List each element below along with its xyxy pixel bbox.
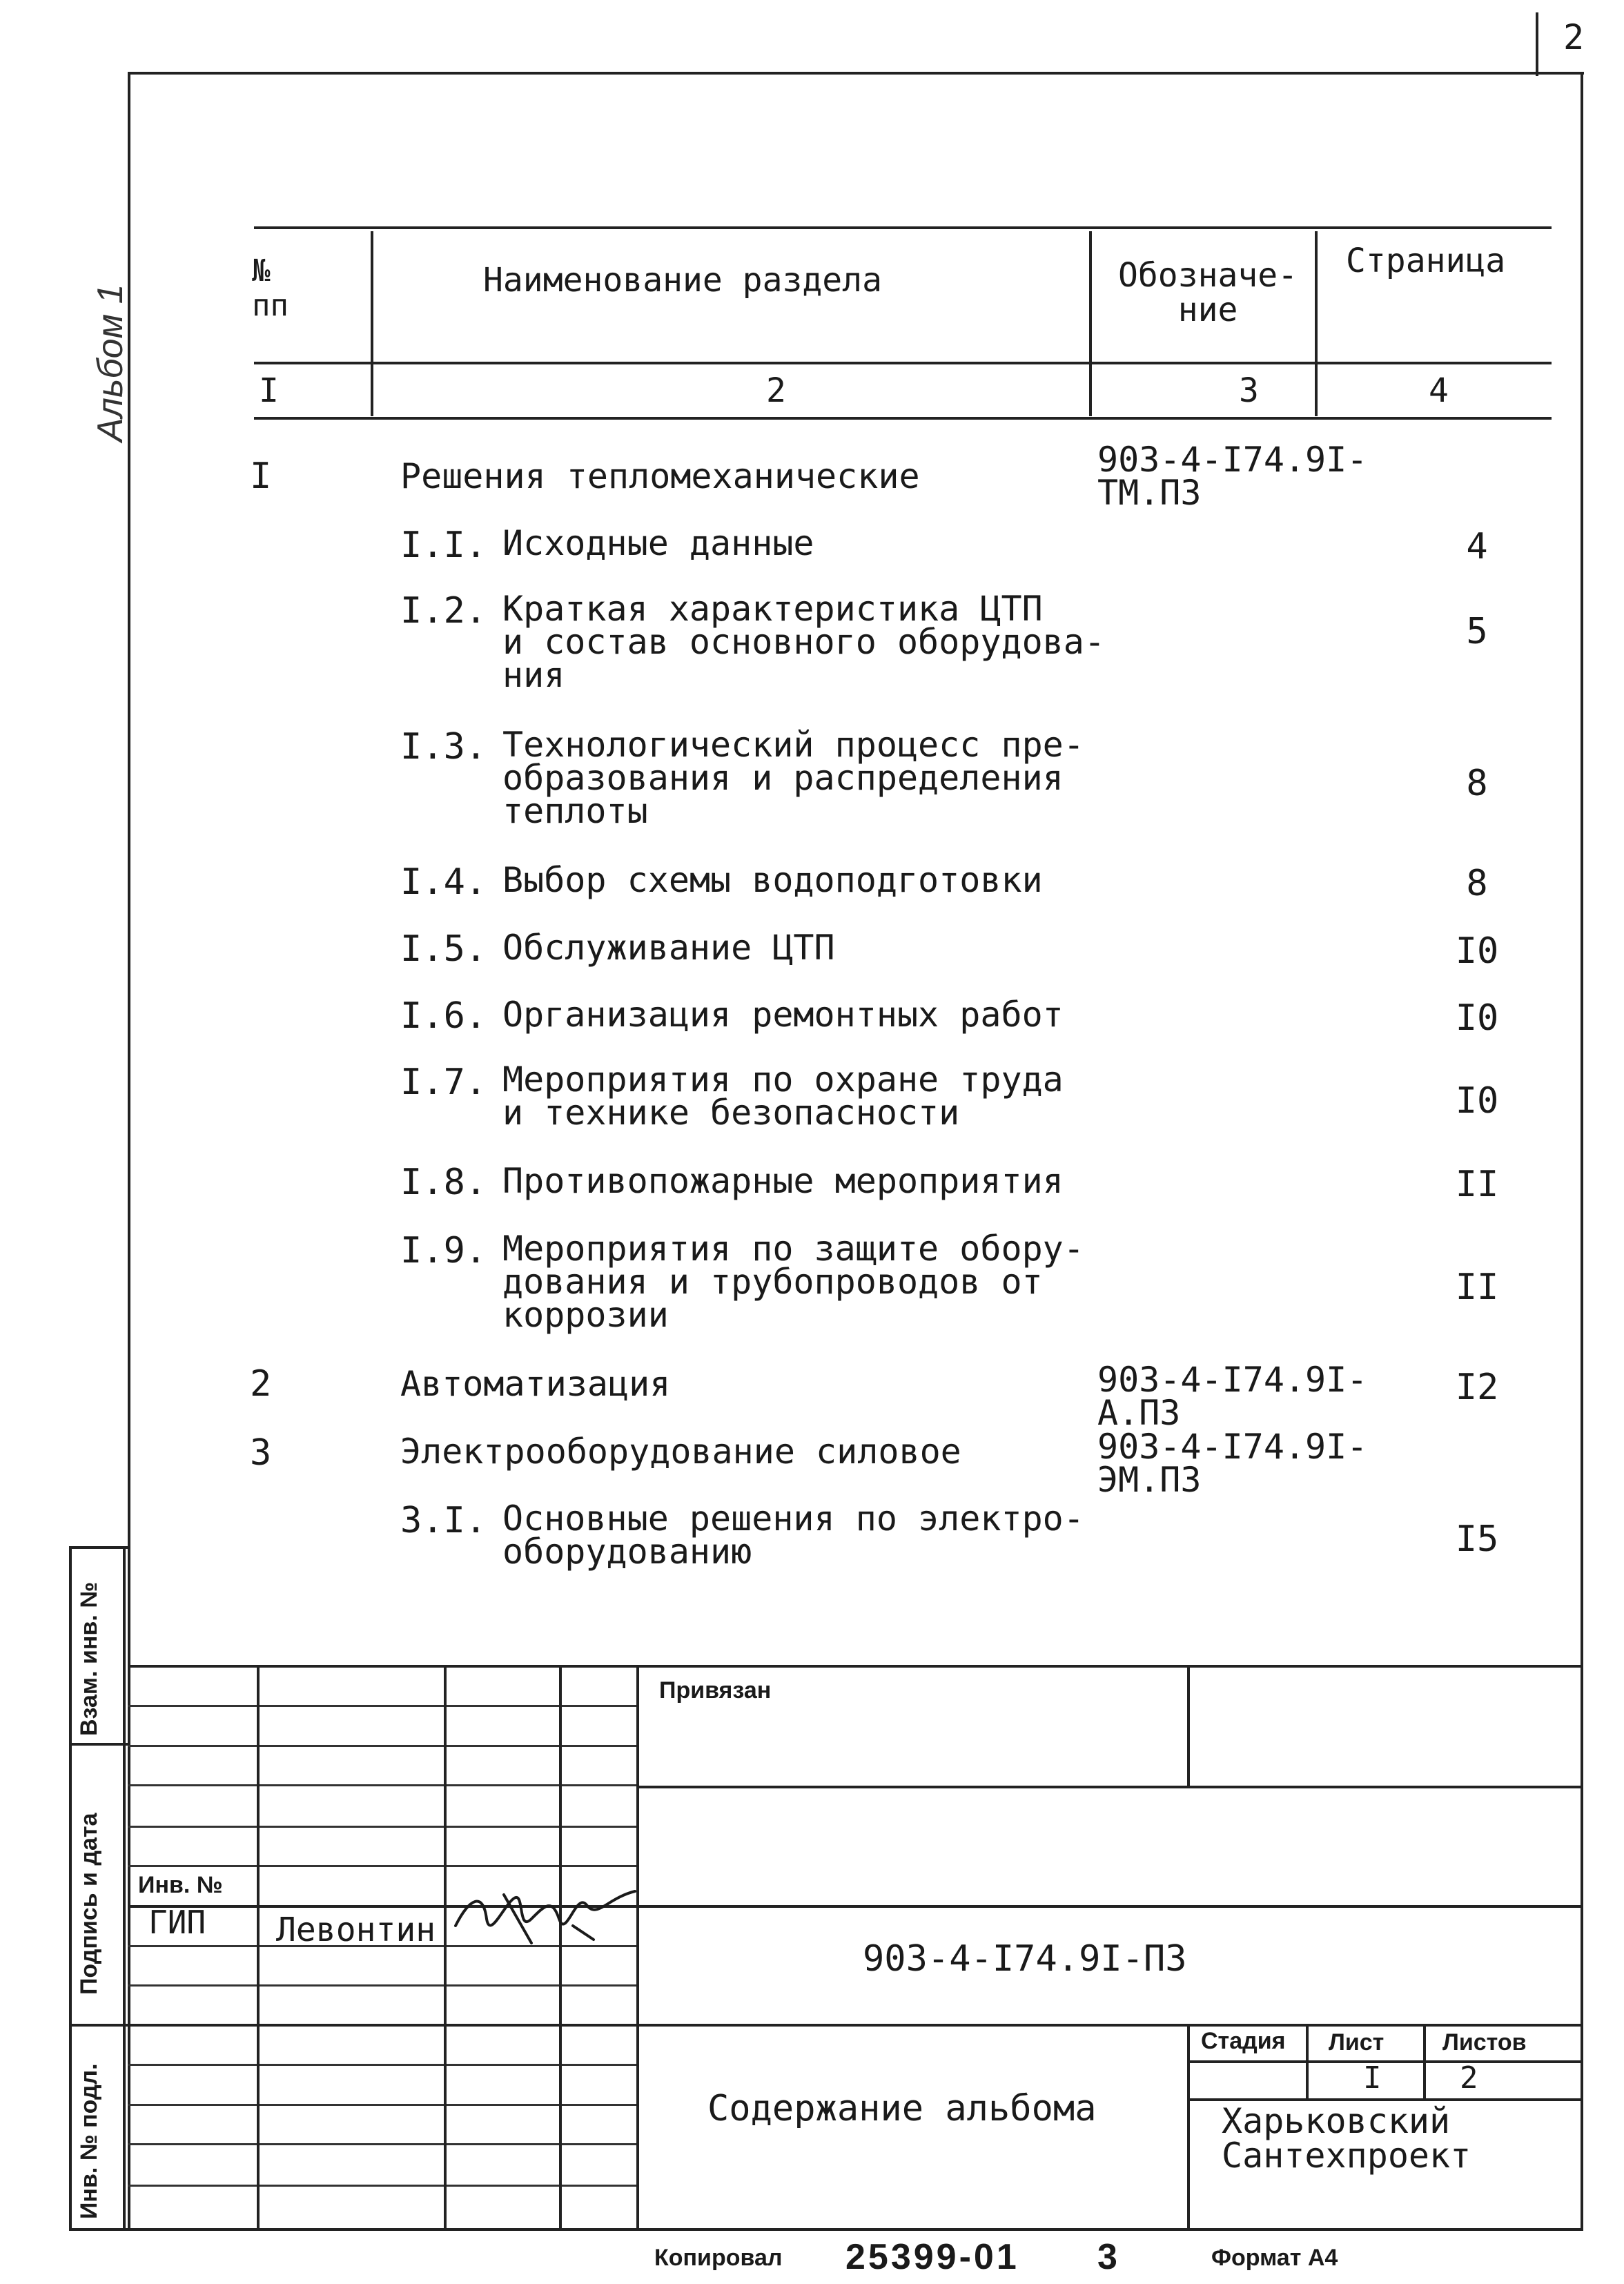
album-note: Альбом 1 [90, 284, 130, 442]
tb-grid-h [128, 1984, 638, 1987]
tb-grid-h [128, 2024, 1583, 2027]
tb-doc-title: Содержание альбома [707, 2088, 1097, 2129]
subsection-number: I.3. [400, 726, 487, 768]
header-index-4: 4 [1429, 371, 1449, 410]
section-title: Решения тепломеханические [400, 456, 920, 496]
subsection-number: I.9. [400, 1230, 487, 1271]
subsection-title: Исходные данные [502, 523, 814, 563]
page-number-corner: 2 [1563, 17, 1585, 57]
section-code: 903-4-I74.9I- ТМ.ПЗ [1097, 440, 1368, 513]
stamp-sep-2 [69, 2024, 130, 2027]
subsection-number: I.I. [400, 525, 487, 566]
header-mid-line [254, 362, 1552, 364]
subsection-title: Мероприятия по защите обору- дования и трубопроводов от коррозии [502, 1229, 1084, 1335]
subsection-title: Технологический процесс пре- образования и распределения теплоты [502, 725, 1084, 831]
tb-grid-h [128, 2143, 638, 2145]
tb-sheet-value: I [1363, 2060, 1382, 2096]
footer-copied-label: Копировал [654, 2245, 783, 2271]
subsection-page: 8 [1466, 763, 1488, 804]
stamp-left-outer [69, 1546, 72, 2229]
stamp-left-inner [123, 1546, 126, 2229]
header-index-3: 3 [1239, 371, 1259, 410]
header-col-designation: Обозначе- ние [1118, 256, 1298, 329]
subsection-number: I.8. [400, 1162, 487, 1203]
subsection-number: I.4. [400, 861, 487, 903]
section-number: 2 [250, 1363, 272, 1405]
footer-format-label: Формат A4 [1211, 2245, 1338, 2271]
footer-copy-number: 25399-01 [845, 2237, 1019, 2277]
tb-bound-bottom [636, 1786, 1582, 1788]
stamp-top [69, 1546, 130, 1549]
section-code: 903-4-I74.9I- ЭМ.ПЗ [1097, 1427, 1368, 1500]
tb-top [128, 1665, 1583, 1668]
subsection-page: 8 [1466, 863, 1488, 904]
header-col-name: Наименование раздела [483, 261, 882, 300]
subsection-title: Основные решения по электро- оборудованию [502, 1499, 1084, 1572]
tb-gip-label: ГИП [148, 1904, 206, 1941]
tb-grid-v [444, 1665, 447, 2228]
stamp-inv-podl-label: Инв. № подл. [76, 2063, 102, 2219]
header-bottom-line [254, 417, 1552, 420]
tb-sheet-label: Лист [1329, 2029, 1385, 2056]
subsection-page: II [1455, 1164, 1499, 1205]
subsection-title: Организация ремонтных работ [502, 995, 1064, 1035]
tb-stage-row [1187, 2060, 1582, 2063]
section-page: I2 [1455, 1367, 1499, 1408]
subsection-page: I0 [1455, 997, 1499, 1039]
header-col-page: Страница [1346, 242, 1506, 280]
subsection-title: Противопожарные мероприятия [502, 1161, 1064, 1201]
tb-grid-h [128, 1745, 638, 1747]
corner-tick [1536, 12, 1538, 76]
tb-organization: Харьковский Сантехпроект [1222, 2101, 1471, 2176]
subsection-page: 5 [1466, 611, 1488, 652]
tb-grid-h [128, 2064, 638, 2066]
subsection-page: I0 [1455, 930, 1499, 972]
frame-bottom [69, 2228, 1583, 2231]
tb-sheets-value: 2 [1460, 2060, 1478, 2096]
stamp-signature-label: Подпись и дата [76, 1813, 102, 1995]
header-index-1: I [259, 371, 279, 410]
subsection-title: Мероприятия по охране труда и технике безопасности [502, 1060, 1064, 1133]
subsection-number: I.7. [400, 1062, 487, 1103]
tb-grid-h [128, 1784, 638, 1786]
tb-stage-label: Стадия [1201, 2028, 1286, 2054]
header-divider-1 [371, 231, 373, 416]
tb-grid-h [128, 1905, 1583, 1908]
stamp-vzam-label: Взам. инв. № [76, 1581, 102, 1736]
tb-bound-divider [1187, 1665, 1190, 1786]
tb-bound-label: Привязан [659, 1677, 772, 1704]
tb-grid-h [128, 1865, 638, 1867]
section-number: 3 [250, 1432, 272, 1474]
tb-sheets-label: Листов [1442, 2029, 1527, 2056]
tb-inv-label: Инв. № [138, 1872, 223, 1898]
tb-sheets-divider [1423, 2024, 1426, 2100]
header-divider-2 [1089, 231, 1092, 416]
tb-grid-h [128, 2185, 638, 2187]
header-index-2: 2 [766, 371, 786, 410]
tb-grid-v [257, 1665, 260, 2228]
section-code: 903-4-I74.9I- А.ПЗ [1097, 1360, 1368, 1433]
subsection-number: I.5. [400, 928, 487, 970]
tb-grid-h [128, 1826, 638, 1828]
tb-stage-divider [1187, 2024, 1190, 2228]
subsection-title: Обслуживание ЦТП [502, 928, 835, 968]
subsection-page: I5 [1455, 1519, 1499, 1560]
subsection-number: I.2. [400, 590, 487, 632]
section-title: Электрооборудование силовое [400, 1432, 961, 1472]
subsection-title: Выбор схемы водоподготовки [502, 860, 1043, 900]
stamp-sep-1 [69, 1743, 130, 1746]
header-top-line [254, 226, 1552, 229]
section-title: Автоматизация [400, 1364, 671, 1404]
subsection-title: Краткая характеристика ЦТП и состав основного оборудова- ния [502, 589, 1105, 695]
signature-scribble [449, 1877, 642, 1953]
subsection-page: 4 [1466, 526, 1488, 567]
subsection-number: I.6. [400, 995, 487, 1037]
tb-sheet-divider [1306, 2024, 1309, 2100]
section-number: I [250, 456, 272, 497]
tb-grid-h [128, 1705, 638, 1707]
footer-copy-mark: 3 [1097, 2237, 1117, 2277]
subsection-page: II [1455, 1267, 1499, 1308]
header-divider-3 [1315, 231, 1318, 416]
tb-gip-name: Левонтин [276, 1911, 436, 1949]
frame-top [128, 72, 1584, 75]
subsection-page: I0 [1455, 1080, 1499, 1122]
tb-grid-h [128, 2104, 638, 2106]
tb-doc-code: 903-4-I74.9I-ПЗ [863, 1938, 1187, 1980]
subsection-number: 3.I. [400, 1500, 487, 1541]
header-col-number: № пп [252, 253, 288, 323]
